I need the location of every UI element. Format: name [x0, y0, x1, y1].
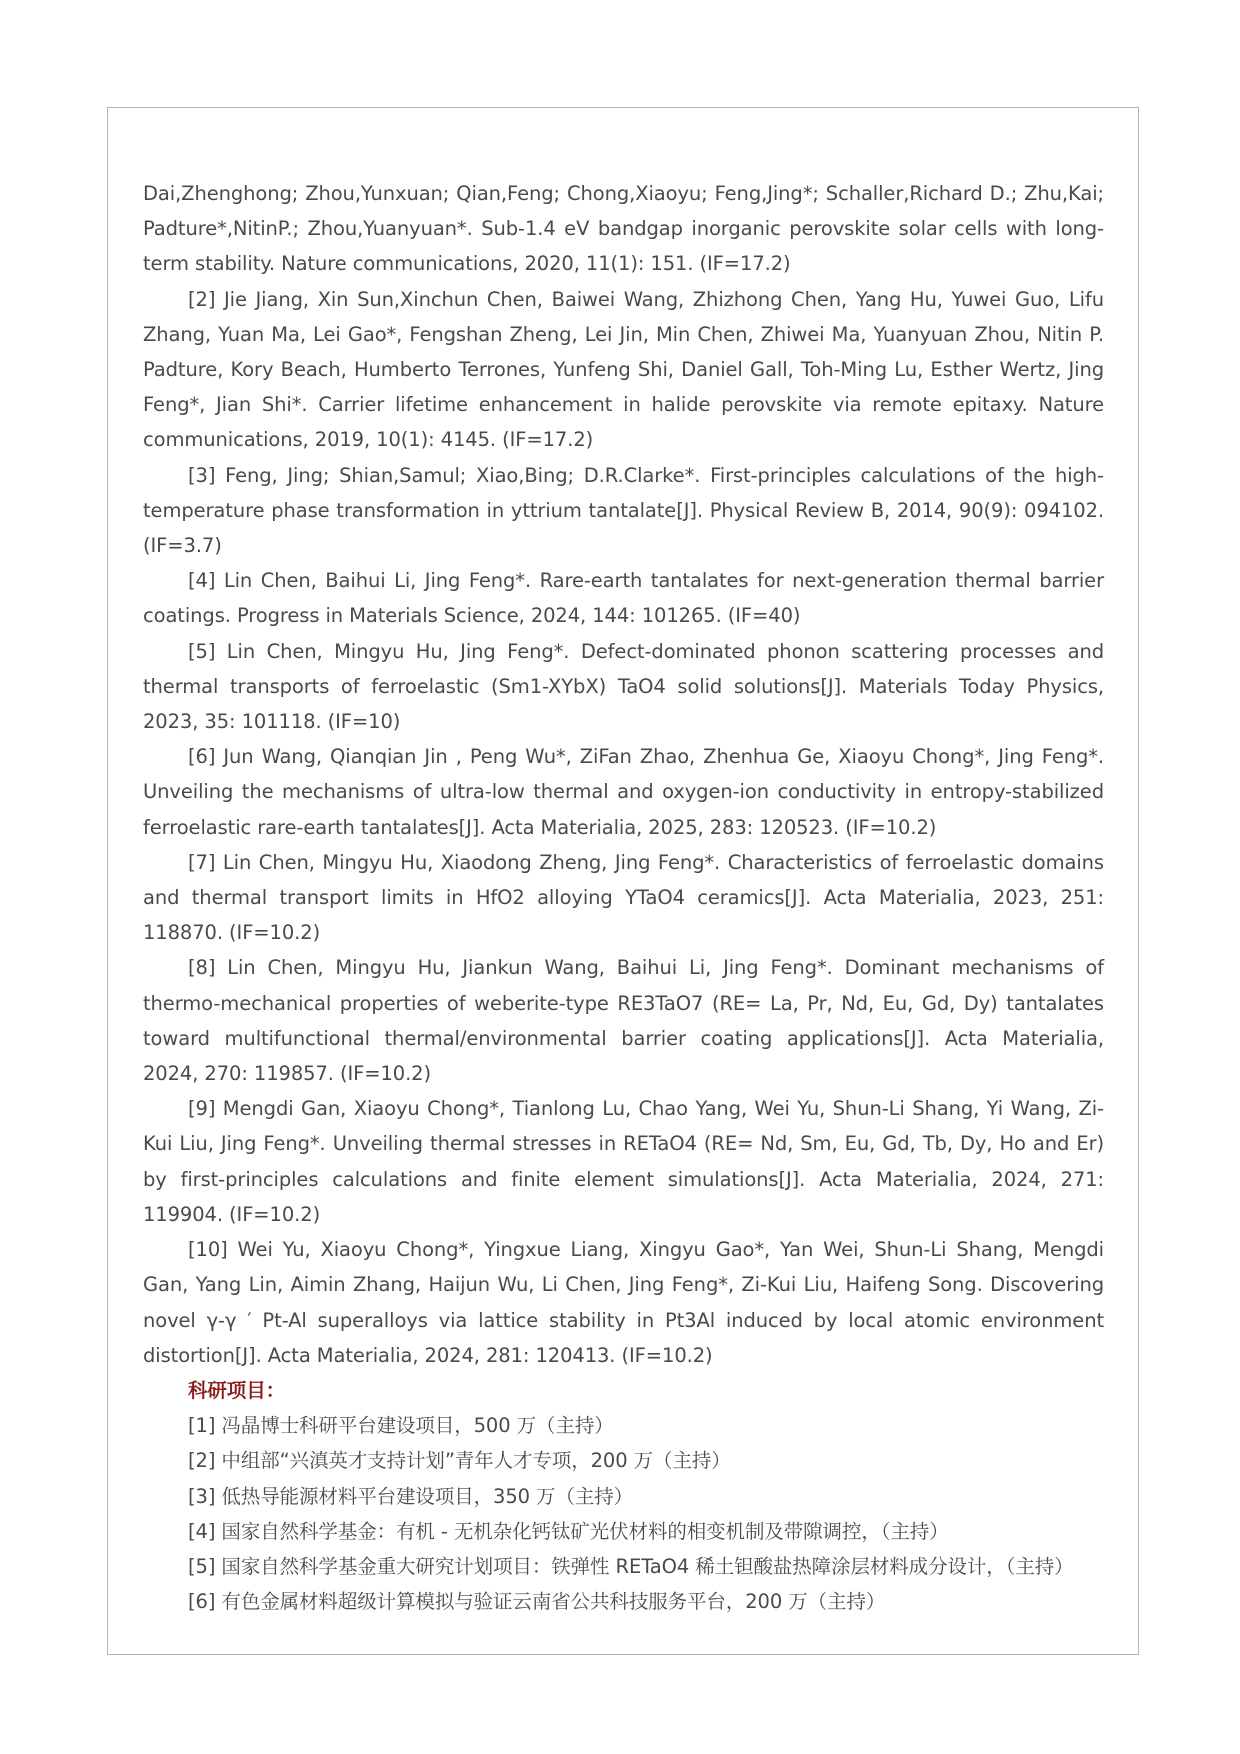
- project-item: [3] 低热导能源材料平台建设项目，350 万（主持）: [188, 1484, 634, 1508]
- project-item: [2] 中组部“兴滇英才支持计划”青年人才专项，200 万（主持）: [188, 1449, 731, 1473]
- publication-item: [9] Mengdi Gan, Xiaoyu Chong*, Tianlong Lu, Chao Yang, Wei Yu, Shun-Li Shang, Yi Wang, Zi-Kui Liu, Jing Feng*. Unveiling thermal stresses in RETaO4 (RE= Nd, Sm, Eu, Gd, Tb, Dy, Ho and Er) by first-principles calculations and finite element simulations[J]. Acta Materialia, 2024, 271: 119904. (IF=10.2): [143, 1097, 1104, 1226]
- document-body: [143, 176, 1104, 1619]
- publication-item: [3] Feng, Jing; Shian,Samul; Xiao,Bing; D.R.Clarke*. First-principles calculations of the high-temperature phase transformation in yttrium tantalate[J]. Physical Review B, 2014, 90(9): 094102. (IF=3.7): [143, 463, 1104, 558]
- project-item: [1] 冯晶博士科研平台建设项目，500 万（主持）: [188, 1414, 614, 1438]
- publication-item: [8] Lin Chen, Mingyu Hu, Jiankun Wang, Baihui Li, Jing Feng*. Dominant mechanisms of thermo-mechanical properties of weberite-type RE3TaO7 (RE= La, Pr, Nd, Eu, Gd, Dy) tantalates toward multifunctional thermal/environmental barrier coating applications[J]. Acta Materialia, 2024, 270: 119857. (IF=10.2): [143, 956, 1104, 1086]
- publication-item: Dai,Zhenghong; Zhou,Yunxuan; Qian,Feng; Chong,Xiaoyu; Feng,Jing*; Schaller,Richard D.; Zhu,Kai; Padture*,NitinP.; Zhou,Yuanyuan*. Sub-1.4 eV bandgap inorganic perovskite solar cells with long-term stability. Nature communications, 2020, 11(1): 151. (IF=17.2): [143, 182, 1104, 276]
- publication-item: [7] Lin Chen, Mingyu Hu, Xiaodong Zheng, Jing Feng*. Characteristics of ferroelastic domains and thermal transport limits in HfO2 alloying YTaO4 ceramics[J]. Acta Materialia, 2023, 251: 118870. (IF=10.2): [143, 850, 1104, 945]
- publication-item: [5] Lin Chen, Mingyu Hu, Jing Feng*. Defect-dominated phonon scattering processes and thermal transports of ferroelastic (Sm1-XYbX) TaO4 solid solutions[J]. Materials Today Physics, 2023, 35: 101118. (IF=10): [143, 639, 1104, 734]
- project-item: [5] 国家自然科学基金重大研究计划项目：铁弹性 RETaO4 稀土钽酸盐热障涂层材料成分设计，（主持）: [188, 1554, 1074, 1578]
- publication-item: [6] Jun Wang, Qianqian Jin , Peng Wu*, ZiFan Zhao, Zhenhua Ge, Xiaoyu Chong*, Jing Feng*. Unveiling the mechanisms of ultra-low thermal and oxygen-ion conductivity in entropy-stabilized ferroelastic rare-earth tantalates[J]. Acta Materialia, 2025, 283: 120523. (IF=10.2): [143, 745, 1104, 839]
- projects-section-title: 科研项目：: [188, 1378, 286, 1402]
- project-item: [6] 有色金属材料超级计算模拟与验证云南省公共科技服务平台，200 万（主持）: [188, 1590, 886, 1614]
- project-item: [4] 国家自然科学基金：有机 - 无机杂化钙钛矿光伏材料的相变机制及带隙调控，（主持）: [188, 1519, 949, 1543]
- publication-item: [10] Wei Yu, Xiaoyu Chong*, Yingxue Liang, Xingyu Gao*, Yan Wei, Shun-Li Shang, Mengdi Gan, Yang Lin, Aimin Zhang, Haijun Wu, Li Chen, Jing Feng*, Zi-Kui Liu, Haifeng Song. Discovering novel γ-γ ′ Pt-Al superalloys via lattice stability in Pt3Al induced by local atomic environment distortion[J]. Acta Materialia, 2024, 281: 120413. (IF=10.2): [143, 1238, 1104, 1367]
- publication-item: [4] Lin Chen, Baihui Li, Jing Feng*. Rare-earth tantalates for next-generation thermal barrier coatings. Progress in Materials Science, 2024, 144: 101265. (IF=40): [143, 569, 1104, 628]
- publication-item: [2] Jie Jiang, Xin Sun,Xinchun Chen, Baiwei Wang, Zhizhong Chen, Yang Hu, Yuwei Guo, Lifu Zhang, Yuan Ma, Lei Gao*, Fengshan Zheng, Lei Jin, Min Chen, Zhiwei Ma, Yuanyuan Zhou, Nitin P. Padture, Kory Beach, Humberto Terrones, Yunfeng Shi, Daniel Gall, Toh-Ming Lu, Esther Wertz, Jing Feng*, Jian Shi*. Carrier lifetime enhancement in halide perovskite via remote epitaxy. Nature communications, 2019, 10(1): 4145. (IF=17.2): [143, 287, 1104, 452]
